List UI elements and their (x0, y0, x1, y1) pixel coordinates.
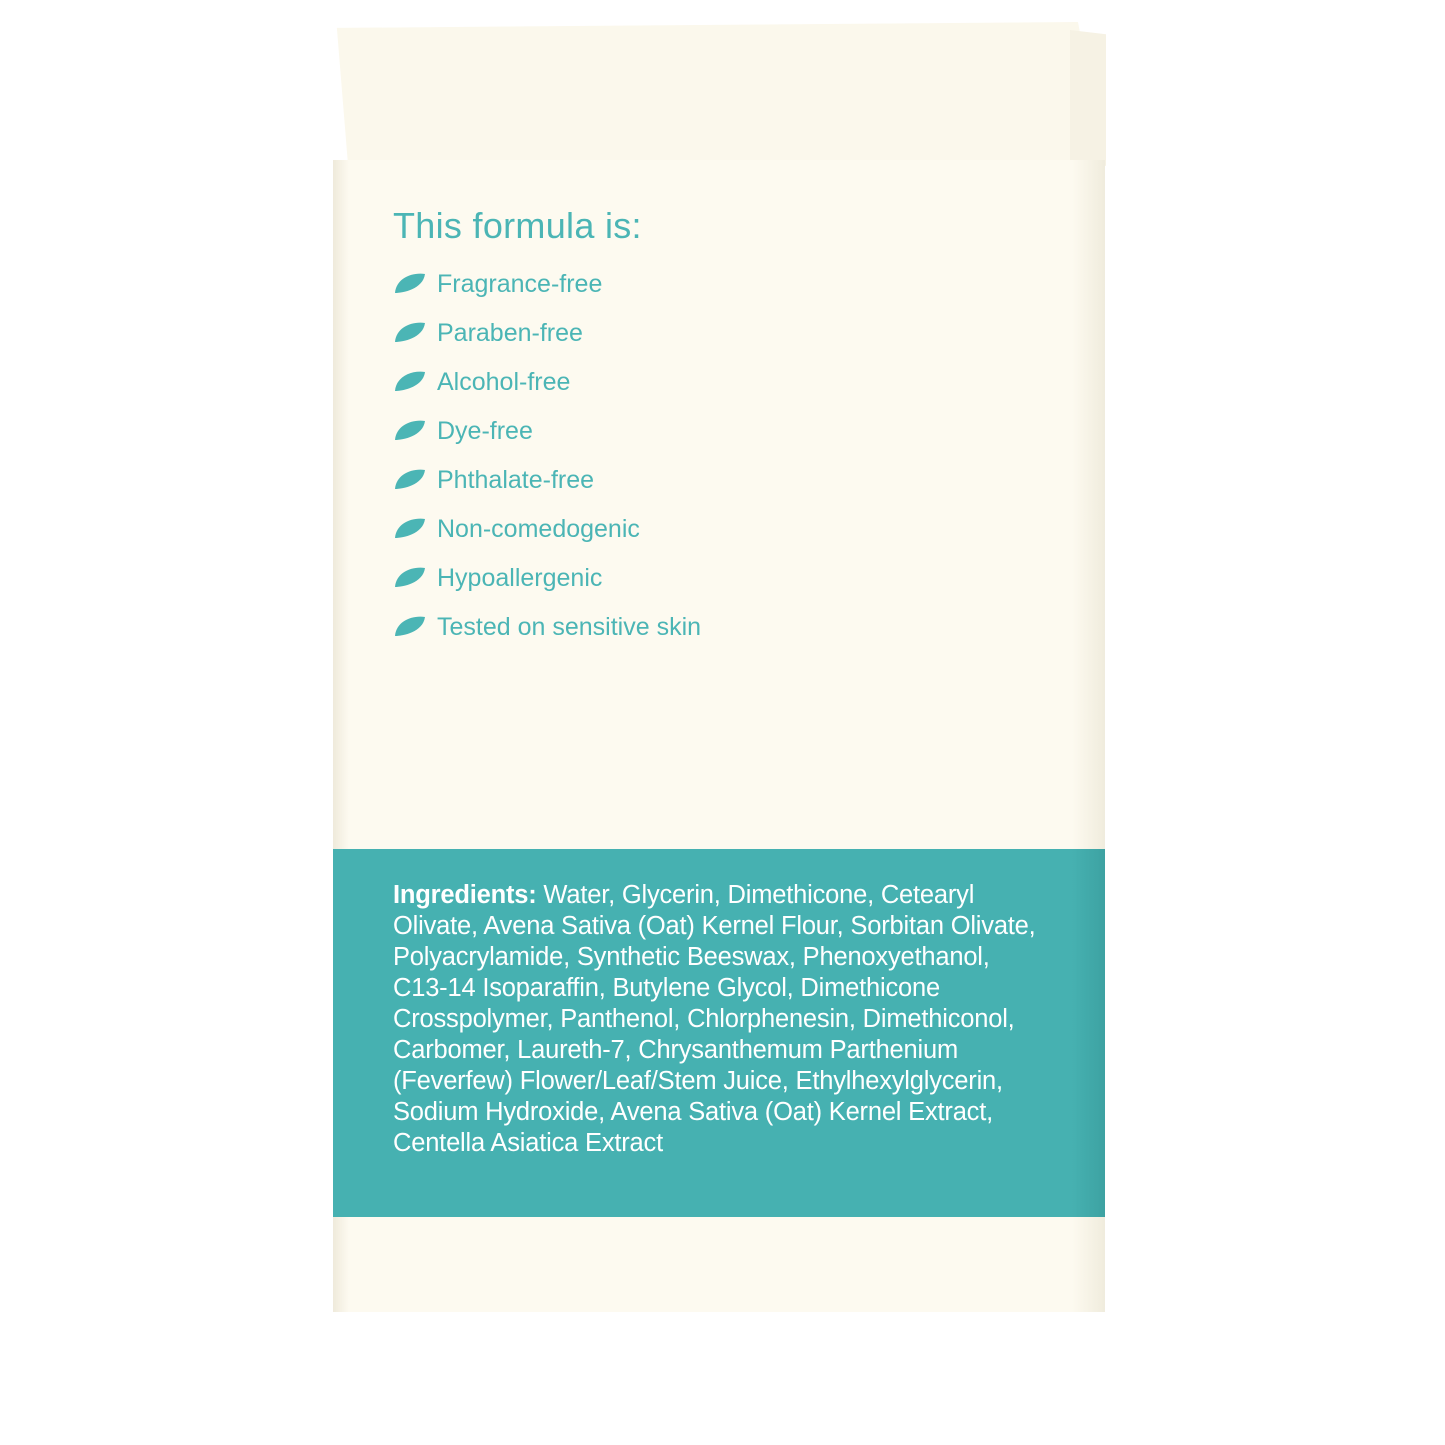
ingredients-list: Water, Glycerin, Dimethicone, Cetearyl Olivate, Avena Sativa (Oat) Kernel Flour, Sorbitan Olivate, Polyacrylamide, Synthetic Beeswax, Phenoxyethanol, C13-14 Isoparaffin, Butylene Glycol, Dimethicone Crosspolymer, Panthenol, Chlorphenesin, Dimethiconol, Carbomer, Laureth-7, Chrysanthemum Parthenium (Feverfew) Flower/Leaf/Stem Juice, Ethylhexylglycerin, Sodium Hydroxide, Avena Sativa (Oat) Kernel Extract, Centella Asiatica Extract (393, 881, 1036, 1157)
leaf-icon (393, 418, 427, 444)
claim-label: Paraben-free (437, 318, 583, 347)
claim-item (393, 514, 1033, 544)
claim-item (393, 612, 1033, 642)
leaf-icon (393, 614, 427, 640)
claim-item (393, 563, 1033, 593)
claim-label: Alcohol-free (437, 367, 571, 396)
carton-top-side-seam (1070, 30, 1106, 170)
claim-label: Phthalate-free (437, 465, 595, 494)
carton-top-flap (333, 22, 1105, 170)
claim-item (393, 318, 1033, 348)
leaf-icon (393, 320, 427, 346)
leaf-icon (393, 271, 427, 297)
leaf-icon (393, 516, 427, 542)
leaf-icon (393, 467, 427, 493)
claim-item (393, 269, 1033, 299)
leaf-icon (393, 565, 427, 591)
claim-item (393, 367, 1033, 397)
ingredients-heading: Ingredients: (393, 881, 537, 909)
claim-label: Dye-free (437, 416, 533, 445)
claim-label: Non-comedogenic (437, 514, 640, 543)
ingredients-text-block (393, 880, 1038, 1159)
formula-claims-section (393, 205, 1033, 661)
ingredients-panel-right-shading (1072, 849, 1105, 1217)
claim-item (393, 416, 1033, 446)
leaf-icon (393, 369, 427, 395)
claim-label: Tested on sensitive skin (437, 612, 702, 641)
claim-item (393, 465, 1033, 495)
claim-label: Hypoallergenic (437, 563, 603, 592)
formula-section-title: This formula is: (393, 205, 642, 246)
claim-label: Fragrance-free (437, 269, 603, 298)
